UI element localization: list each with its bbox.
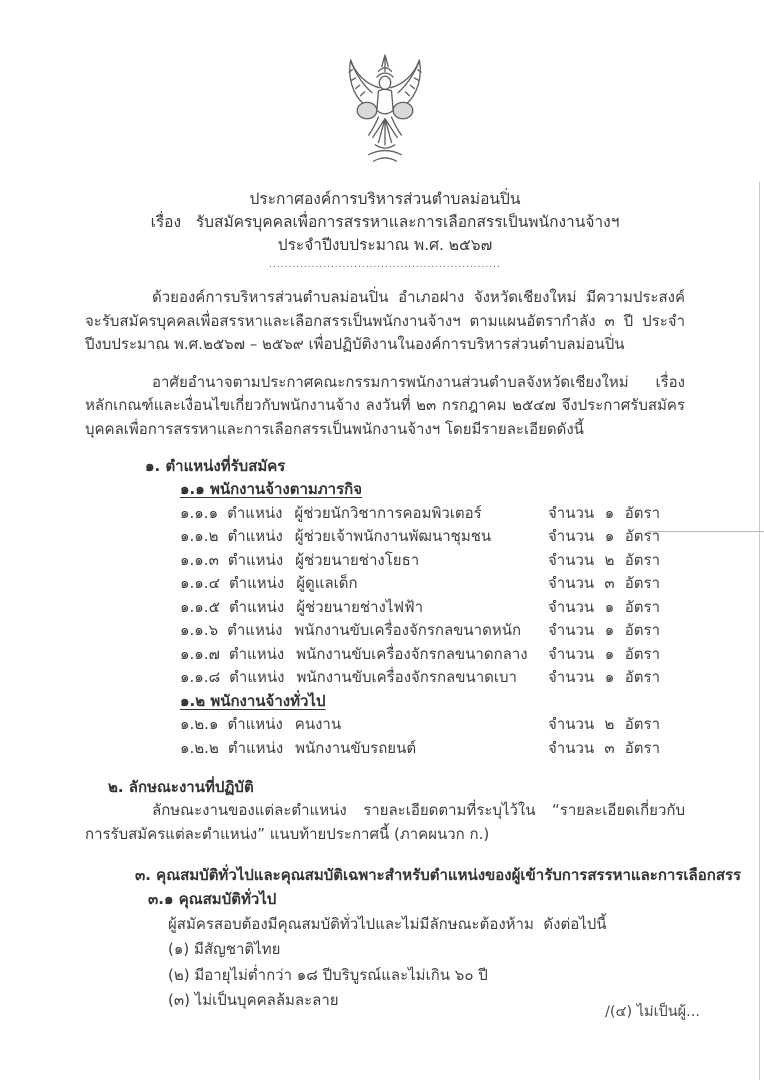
title-line-subject: เรื่อง รับสมัครบุคคลเพื่อการสรรหาและการเลือกสรรเป็นพนักงานจ้างฯ xyxy=(150,213,620,231)
position-label: ตำแหน่ง xyxy=(228,597,285,616)
position-label: ตำแหน่ง xyxy=(227,715,283,733)
position-row-1-1-5 xyxy=(180,596,660,620)
position-row-1-2-1 xyxy=(180,713,660,737)
title-line-fiscal-year: ประจำปีงบประมาณ พ.ศ. ๒๕๖๗ xyxy=(277,236,493,254)
quantity-unit: อัตรา xyxy=(624,550,660,569)
position-label: ตำแหน่ง xyxy=(228,644,285,663)
quantity-unit: อัตรา xyxy=(624,644,660,663)
position-row-1-1-4 xyxy=(180,572,660,596)
quantity-unit: อัตรา xyxy=(624,738,660,757)
position-label: ตำแหน่ง xyxy=(228,574,285,592)
position-number: ๑.๑.๒ xyxy=(180,527,219,545)
qualification-item-3: (๓) ไม่เป็นบุคคลล้มละลาย xyxy=(168,991,339,1009)
quantity-label: จำนวน xyxy=(548,597,595,616)
quantity-value: ๑ xyxy=(604,644,615,663)
position-name: พนักงานขับเครื่องจักรกลขนาดกลาง xyxy=(296,644,528,663)
quantity-label: จำนวน xyxy=(548,715,595,733)
position-row-1-1-6 xyxy=(180,619,660,643)
quantity-value: ๑ xyxy=(604,668,615,686)
quantity-unit: อัตรา xyxy=(624,668,660,686)
intro-paragraph-2: อาศัยอำนาจตามประกาศคณะกรรมการพนักงานส่วนตำบลจังหวัดเชียงใหม่ เรื่อง หลักเกณฑ์และเงื่อนไขเกี่ยวกับพนักงานจ้าง ลงวันที่ ๒๓ กรกฎาคม ๒๕๔๗ จึงประกาศรับสมัครบุคคลเพื่อการสรรหาและการเลือกสรรเป็นพนักงานจ้างฯ โดยมีรายละเอียดดังนี้ xyxy=(85,372,685,438)
position-row-1-1-8 xyxy=(180,666,660,690)
quantity-unit: อัตรา xyxy=(624,527,660,545)
quantity-value: ๓ xyxy=(604,738,615,757)
section1-heading: ๑. ตำแหน่งที่รับสมัคร xyxy=(145,457,286,475)
quantity-value: ๑ xyxy=(604,503,615,522)
position-label: ตำแหน่ง xyxy=(227,738,284,757)
position-row-1-1-3 xyxy=(180,549,660,573)
quantity-value: ๑ xyxy=(604,527,615,545)
quantity-unit: อัตรา xyxy=(624,597,660,616)
dotted-divider: ............................................................ xyxy=(269,260,501,270)
position-row-1-2-2 xyxy=(180,737,660,761)
emblem-container xyxy=(85,0,685,176)
quantity-value: ๓ xyxy=(604,574,615,592)
quantity-value: ๑ xyxy=(604,597,615,616)
quantity-label: จำนวน xyxy=(548,574,595,592)
section3-sub1-intro: ผู้สมัครสอบต้องมีคุณสมบัติทั่วไปและไม่มีลักษณะต้องห้าม ดังต่อไปนี้ xyxy=(168,915,607,933)
intro-paragraph-1: ด้วยองค์การบริหารส่วนตำบลม่อนปิ่น อำเภอฝาง จังหวัดเชียงใหม่ มีความประสงค์จะรับสมัครบุคคลเพื่อสรรหาและเลือกสรรเป็นพนักงานจ้างฯ ตามแผนอัตรากำลัง ๓ ปี ประจำปีงบประมาณ พ.ศ.๒๕๖๗ – ๒๕๖๙ เพื่อปฏิบัติงานในองค์การบริหารส่วนตำบลม่อนปิ่น xyxy=(85,288,685,353)
position-row-1-1-2 xyxy=(180,525,660,549)
section2-heading: ๒. ลักษณะงานที่ปฏิบัติ xyxy=(108,778,254,796)
quantity-label: จำนวน xyxy=(548,550,595,569)
position-number: ๑.๑.๑ xyxy=(180,503,219,522)
quantity-label: จำนวน xyxy=(548,644,595,663)
quantity-value: ๑ xyxy=(604,621,615,639)
position-label: ตำแหน่ง xyxy=(227,527,283,545)
position-number: ๑.๑.๔ xyxy=(180,574,220,592)
quantity-label: จำนวน xyxy=(548,738,595,757)
position-number: ๑.๑.๕ xyxy=(180,597,220,616)
section1-sub1-heading: ๑.๑ พนักงานจ้างตามภารกิจ xyxy=(180,480,363,498)
position-label: ตำแหน่ง xyxy=(227,503,283,522)
scan-artifact-vertical-line xyxy=(759,182,760,1080)
quantity-label: จำนวน xyxy=(548,668,595,686)
quantity-label: จำนวน xyxy=(548,621,595,639)
qualification-item-1: (๑) มีสัญชาติไทย xyxy=(168,940,281,958)
quantity-value: ๒ xyxy=(604,715,615,733)
title-line-org: ประกาศองค์การบริหารส่วนตำบลม่อนปิ่น xyxy=(249,190,521,208)
section2-body: ลักษณะงานของแต่ละตำแหน่ง รายละเอียดตามที่ระบุไว้ใน “รายละเอียดเกี่ยวกับการรับสมัครแต่ละตำแหน่ง” แนบท้ายประกาศนี้ (ภาคผนวก ก.) xyxy=(85,801,685,843)
position-name: ผู้ดูแลเด็ก xyxy=(296,574,358,592)
position-row-1-1-7 xyxy=(180,643,660,667)
position-name: คนงาน xyxy=(294,715,342,733)
position-label: ตำแหน่ง xyxy=(227,621,283,639)
garuda-emblem xyxy=(336,50,434,176)
position-row-1-1-1 xyxy=(180,502,660,526)
position-number: ๑.๒.๑ xyxy=(180,715,219,733)
position-number: ๑.๑.๖ xyxy=(180,621,219,639)
position-name: พนักงานขับเครื่องจักรกลขนาดเบา xyxy=(296,668,517,686)
section3-heading: ๓. คุณสมบัติทั่วไปและคุณสมบัติเฉพาะสำหรับตำแหน่งของผู้เข้ารับการสรรหาและการเลือกสรร xyxy=(135,866,742,884)
section1-sub2-heading: ๑.๒ พนักงานจ้างทั่วไป xyxy=(180,691,326,710)
quantity-unit: อัตรา xyxy=(624,574,660,592)
quantity-unit: อัตรา xyxy=(624,715,660,733)
position-label: ตำแหน่ง xyxy=(227,550,284,569)
position-name: พนักงานขับเครื่องจักรกลขนาดหนัก xyxy=(294,621,522,639)
section3-sub1-heading: ๓.๑ คุณสมบัติทั่วไป xyxy=(148,890,277,908)
position-name: ผู้ช่วยนายช่างโยธา xyxy=(295,550,420,569)
quantity-unit: อัตรา xyxy=(624,503,660,522)
position-name: ผู้ช่วยนักวิชาการคอมพิวเตอร์ xyxy=(294,503,482,522)
position-name: ผู้ช่วยนายช่างไฟฟ้า xyxy=(296,597,424,616)
document-title xyxy=(85,188,685,257)
quantity-unit: อัตรา xyxy=(624,621,660,639)
position-number: ๑.๑.๗ xyxy=(180,644,220,663)
quantity-label: จำนวน xyxy=(548,527,595,545)
page-continuation-marker: /(๔) ไม่เป็นผู้... xyxy=(604,1004,700,1020)
quantity-label: จำนวน xyxy=(548,503,595,522)
position-label: ตำแหน่ง xyxy=(229,668,285,686)
position-number: ๑.๒.๒ xyxy=(180,738,219,757)
position-number: ๑.๑.๘ xyxy=(180,668,221,686)
quantity-value: ๒ xyxy=(604,550,615,569)
position-name: พนักงานขับรถยนต์ xyxy=(295,738,417,757)
position-name: ผู้ช่วยเจ้าพนักงานพัฒนาชุมชน xyxy=(294,527,492,545)
qualification-item-2: (๒) มีอายุไม่ต่ำกว่า ๑๘ ปีบริบูรณ์และไม่เกิน ๖๐ ปี xyxy=(168,965,488,984)
position-number: ๑.๑.๓ xyxy=(180,550,219,569)
